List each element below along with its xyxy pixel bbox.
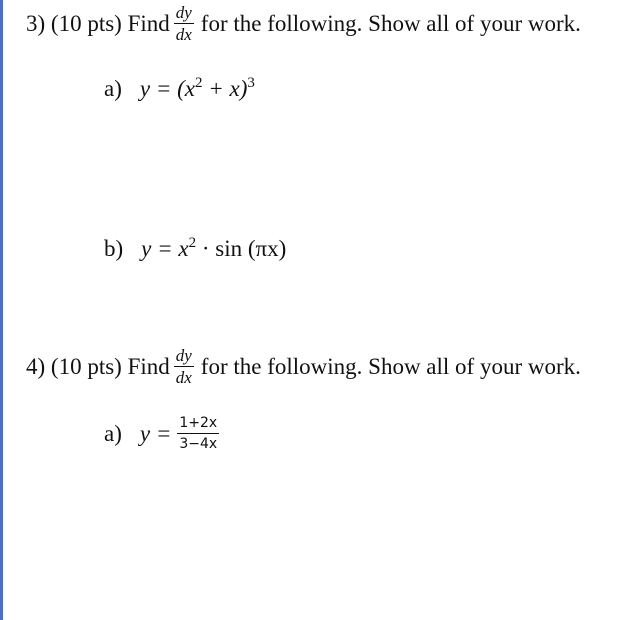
rational-expression (177, 416, 219, 451)
problem-4-deriv-den: dx (175, 368, 192, 387)
problem-4-prefix: 4) (10 pts) Find (26, 354, 170, 379)
expr-start: y = x (141, 236, 189, 261)
expr-start: y = (x (139, 76, 195, 101)
part-label: a) (104, 421, 122, 446)
rational-numerator: 1+2x (177, 416, 219, 434)
exponent: 3 (247, 75, 255, 91)
expr-end: · sin (πx) (196, 236, 287, 261)
problem-3-suffix: for the following. Show all of your work. (200, 11, 581, 36)
exponent: 2 (188, 235, 197, 251)
expr-lhs: y = (139, 421, 172, 446)
problem-4-heading (26, 347, 581, 386)
problem-3-deriv-num: dy (175, 3, 192, 22)
part-label: b) (104, 235, 124, 261)
problem-3-part-b (104, 236, 286, 260)
problem-4-derivative (174, 347, 194, 386)
problem-4-suffix: for the following. Show all of your work. (200, 354, 581, 379)
problem-4-deriv-num: dy (175, 346, 192, 365)
problem-3-heading (26, 4, 581, 43)
equation (140, 422, 171, 445)
problem-3-prefix: 3) (10 pts) Find (26, 11, 170, 36)
problem-3-part-a (104, 76, 255, 100)
left-margin-rule (0, 0, 3, 620)
equation (141, 236, 286, 260)
exponent: 2 (194, 75, 203, 91)
expr-mid: + x) (202, 76, 248, 101)
problem-4-part-a (104, 416, 219, 451)
problem-3-derivative (174, 4, 194, 43)
equation (140, 76, 255, 100)
rational-denominator: 3−4x (179, 436, 218, 452)
part-label: a) (104, 75, 122, 101)
problem-3-deriv-den: dx (175, 25, 192, 44)
